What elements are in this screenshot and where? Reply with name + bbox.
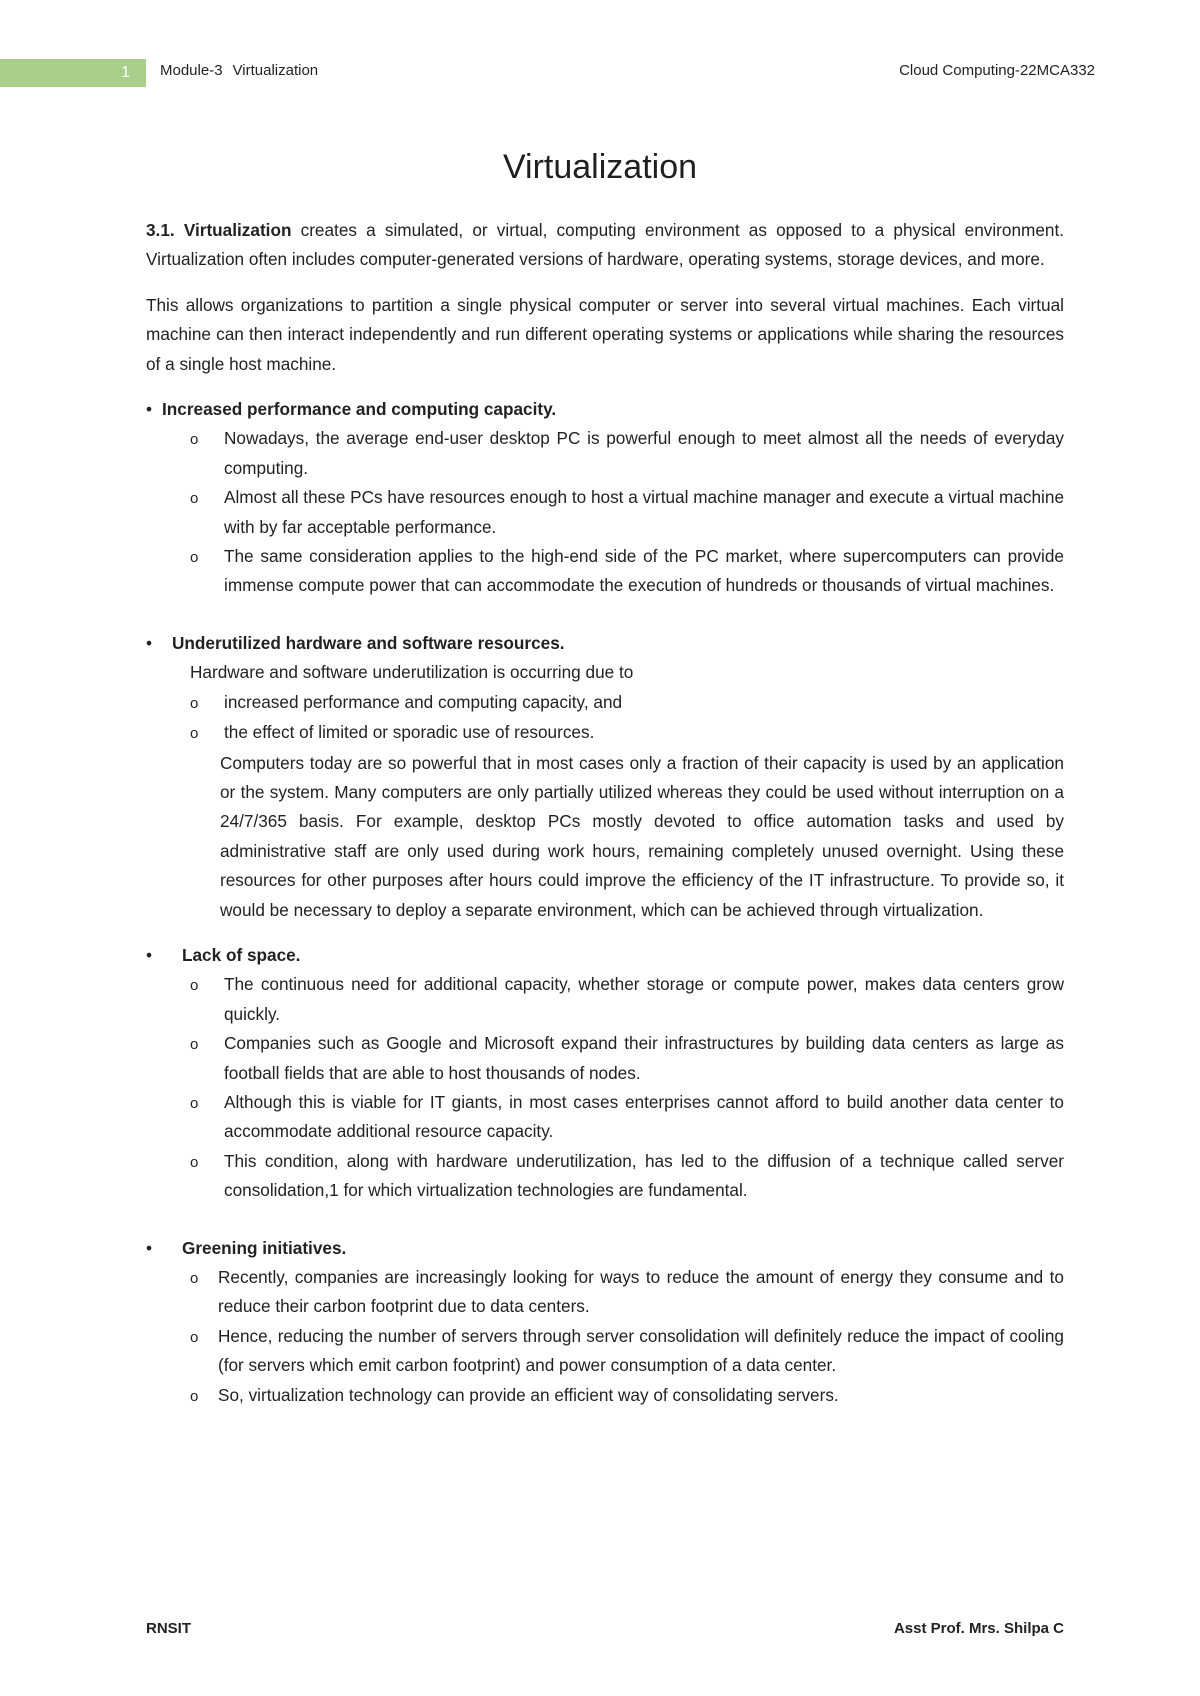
sub-bullet-marker: o: [190, 1153, 199, 1171]
sub-bullet-marker: o: [190, 490, 199, 508]
intro-term: Virtualization: [183, 220, 292, 240]
bullet-marker: •: [146, 632, 153, 653]
section-lead: Hardware and software underutilization is occurring due to: [190, 662, 634, 683]
section-heading: [146, 395, 1064, 424]
sub-bullet-marker: o: [190, 1387, 199, 1405]
section-heading: [146, 941, 1064, 970]
list-item-text: The continuous need for additional capacity, whether storage or compute power, makes data centers grow quickly.: [224, 974, 1064, 1024]
list-item: [146, 1381, 1064, 1411]
list-item: [146, 970, 1064, 1029]
list-item-text: the effect of limited or sporadic use of resources.: [224, 722, 595, 743]
header-course: Cloud Computing-22MCA332: [899, 62, 1095, 79]
footer-author: Asst Prof. Mrs. Shilpa C: [893, 1620, 1064, 1637]
section-heading-text: Underutilized hardware and software resources.: [172, 632, 565, 653]
list-item: [146, 1147, 1064, 1206]
list-item-text: Recently, companies are increasingly looking for ways to reduce the amount of energy they consume and to reduce their carbon footprint due to data centers.: [218, 1267, 1064, 1317]
intro-paragraph-2: This allows organizations to partition a single physical computer or server into several virtual machines. Each virtual machine can then interact independently and run different operating systems or applications while sharing the resources of a single host machine.: [146, 294, 1064, 374]
list-item: [146, 1263, 1064, 1322]
page-number: 1: [0, 59, 146, 87]
bullet-marker: •: [146, 944, 153, 965]
section-heading-text: Increased performance and computing capacity.: [162, 399, 557, 420]
list-item: [146, 718, 1064, 748]
list-item-text: increased performance and computing capacity, and: [224, 691, 623, 712]
list-item-text: So, virtualization technology can provide an efficient way of consolidating servers.: [218, 1384, 839, 1405]
module-topic: Virtualization: [232, 62, 319, 79]
list-item: [146, 1088, 1064, 1147]
section-heading-text: Greening initiatives.: [182, 1237, 347, 1258]
list-item-text: Hence, reducing the number of servers through server consolidation will definitely reduce the impact of cooling (for servers which emit carbon footprint) and power consumption of a data center.: [218, 1325, 1064, 1376]
bullet-marker: •: [146, 399, 153, 420]
section-heading: [146, 629, 1064, 658]
bullet-marker: •: [146, 1237, 153, 1258]
sub-bullet-marker: o: [190, 694, 199, 712]
header-module: [160, 62, 318, 79]
document-body: [146, 216, 1064, 1411]
intro-text: creates a simulated, or virtual, computing environment as opposed to a physical environment. Virtualization often includes computer-generated versions of hardware, operating systems, storage devices, and more.: [146, 220, 1064, 270]
list-item: [146, 688, 1064, 718]
sub-bullet-marker: o: [190, 1094, 199, 1112]
intro-paragraph: [146, 216, 1064, 275]
section-paragraph: Computers today are so powerful that in most cases only a fraction of their capacity is used by an application or the system. Many computers are only partially utilized whereas they could be used without interruption on a 24/7/365 basis. For example, desktop PCs mostly devoted to office automation tasks and used by administrative staff are only used during work hours, remaining completely unused overnight. Using these resources for other purposes after hours could improve the efficiency of the IT infrastructure. To provide so, it would be necessary to deploy a separate environment, which can be achieved through virtualization.: [220, 752, 1064, 920]
list-item: [146, 1322, 1064, 1381]
footer-institute: RNSIT: [146, 1620, 191, 1637]
section-heading: [146, 1234, 1064, 1263]
sub-bullet-marker: o: [190, 549, 199, 567]
list-item: [146, 483, 1064, 542]
sub-bullet-marker: o: [190, 431, 199, 449]
sub-bullet-marker: o: [190, 725, 199, 743]
list-item: [146, 1029, 1064, 1088]
sub-bullet-marker: o: [190, 1328, 199, 1346]
list-item-text: Companies such as Google and Microsoft expand their infrastructures by building data centers as large as football fields that are able to host thousands of nodes.: [224, 1033, 1064, 1083]
sub-bullet-marker: o: [190, 1270, 199, 1287]
list-item-text: The same consideration applies to the high-end side of the PC market, where supercomputers can provide immense compute power that can accommodate the execution of hundreds or thousands of virtual machines.: [224, 546, 1064, 596]
sub-bullet-marker: o: [190, 1036, 199, 1054]
list-item-text: Almost all these PCs have resources enough to host a virtual machine manager and execute a virtual machine with by far acceptable performance.: [224, 487, 1064, 537]
list-item: [146, 424, 1064, 483]
section-heading-text: Lack of space.: [182, 944, 301, 965]
module-label: Module-3: [160, 62, 223, 79]
section-number: 3.1.: [146, 220, 175, 240]
sub-bullet-marker: o: [190, 977, 199, 995]
list-item: [146, 542, 1064, 601]
list-item-text: Nowadays, the average end-user desktop PC is powerful enough to meet almost all the needs of everyday computing.: [224, 428, 1064, 478]
page-title: Virtualization: [502, 148, 698, 186]
list-item-text: This condition, along with hardware underutilization, has led to the diffusion of a technique called server consolidation,1 for which virtualization technologies are fundamental.: [224, 1150, 1064, 1201]
list-item-text: Although this is viable for IT giants, in most cases enterprises cannot afford to build another data center to accommodate additional resource capacity.: [224, 1091, 1064, 1142]
